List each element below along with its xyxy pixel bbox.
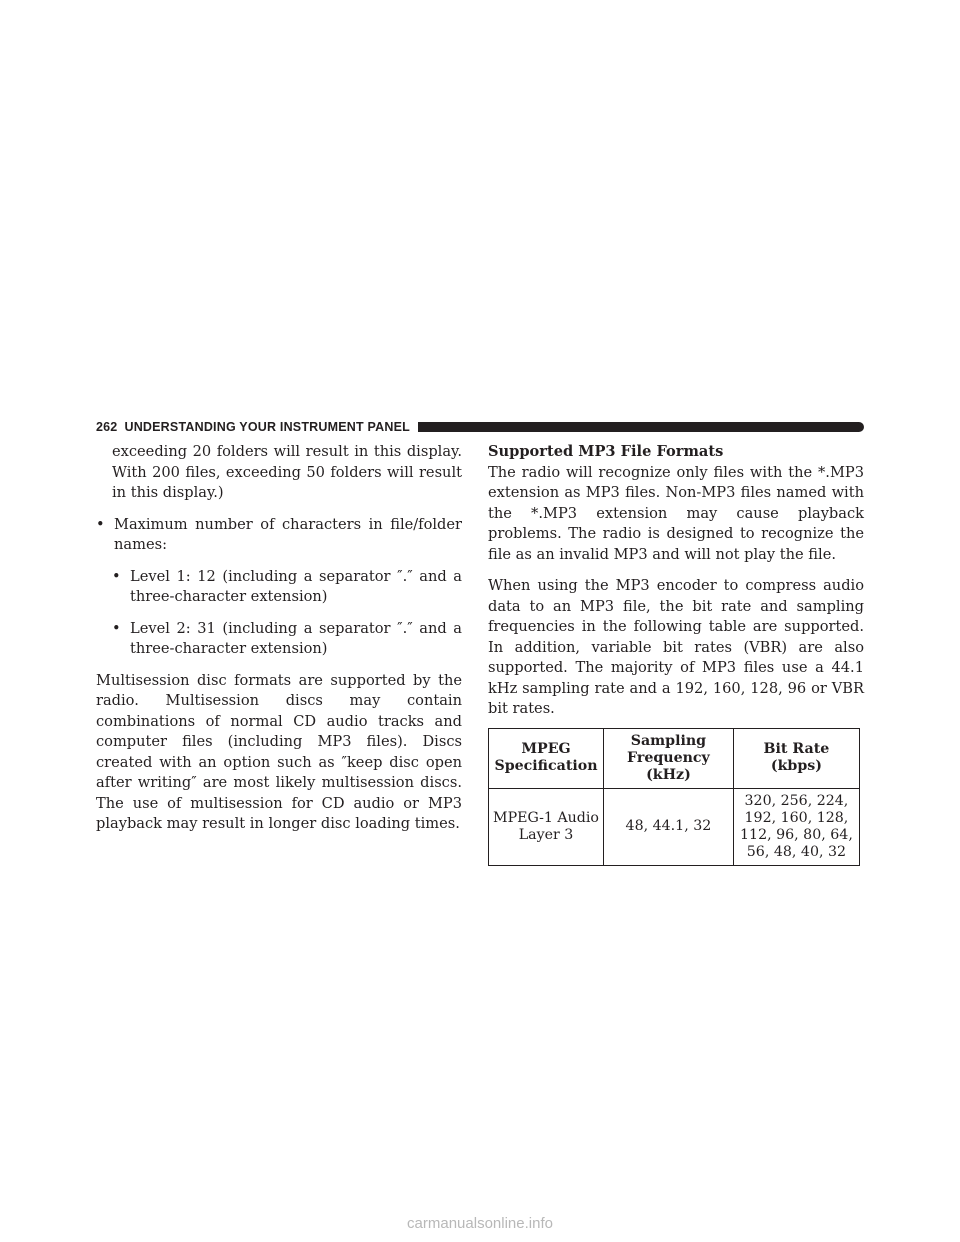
table-cell-sampling: 48, 44.1, 32 (604, 788, 734, 865)
mp3-format-table (488, 728, 860, 866)
right-column (488, 442, 864, 866)
table-row (489, 788, 860, 865)
header-rule (418, 422, 864, 432)
section-heading: Supported MP3 File Formats (488, 443, 724, 460)
table-header-row (489, 728, 860, 788)
sub-bullet-level-2 (96, 619, 462, 660)
mp3-extension-paragraph: The radio will recognize only files with the *.MP3 extension as MP3 files. Non-MP3 files named with the *.MP3 extension may cause playback problems. The radio is designed to recognize the file as an invalid MP3 and will not play the file. (488, 463, 864, 563)
bullet-text: Maximum number of characters in file/folder names: (114, 515, 462, 553)
sub-bullet-text: Level 1: 12 (including a separator ″.″ and a three-character extension) (130, 567, 462, 605)
mp3-encoder-paragraph: When using the MP3 encoder to compress audio data to an MP3 file, the bit rate and sampling frequencies in the following table are supported. In addition, variable bit rates (VBR) are also supported. The majority of MP3 files use a 44.1 kHz sampling rate and a 192, 160, 128, 96 or VBR bit rates. (488, 577, 864, 717)
page-header (96, 417, 864, 437)
section-title: UNDERSTANDING YOUR INSTRUMENT PANEL (124, 420, 410, 434)
table-header-cell: MPEG Specification (489, 728, 604, 788)
bullet-icon: • (96, 515, 105, 533)
sub-bullet-text: Level 2: 31 (including a separator ″.″ and a three-character extension) (130, 619, 462, 657)
page-number: 262 (96, 420, 118, 434)
continued-text: exceeding 20 folders will result in this display. With 200 files, exceeding 50 folders will result in this display.) (112, 443, 462, 501)
bullet-icon: • (112, 619, 121, 637)
bullet-max-characters (96, 515, 462, 556)
sub-bullet-level-1 (96, 567, 462, 608)
table-cell-spec: MPEG-1 Audio Layer 3 (489, 788, 604, 865)
watermark: carmanualsonline.info (407, 1215, 553, 1232)
table-header-cell: Sampling Frequency (kHz) (604, 728, 734, 788)
table-header-cell: Bit Rate (kbps) (733, 728, 859, 788)
multisession-paragraph: Multisession disc formats are supported by the radio. Multisession discs may contain combinations of normal CD audio tracks and computer files (including MP3 files). Discs created with an option such as ″keep disc open after writing″ are most likely multisession discs. The use of multisession for CD audio or MP3 playback may result in longer disc loading times. (96, 671, 462, 832)
bullet-icon: • (112, 567, 121, 585)
left-column (96, 442, 462, 835)
table-cell-bitrate: 320, 256, 224, 192, 160, 128, 112, 96, 80, 64, 56, 48, 40, 32 (733, 788, 859, 865)
